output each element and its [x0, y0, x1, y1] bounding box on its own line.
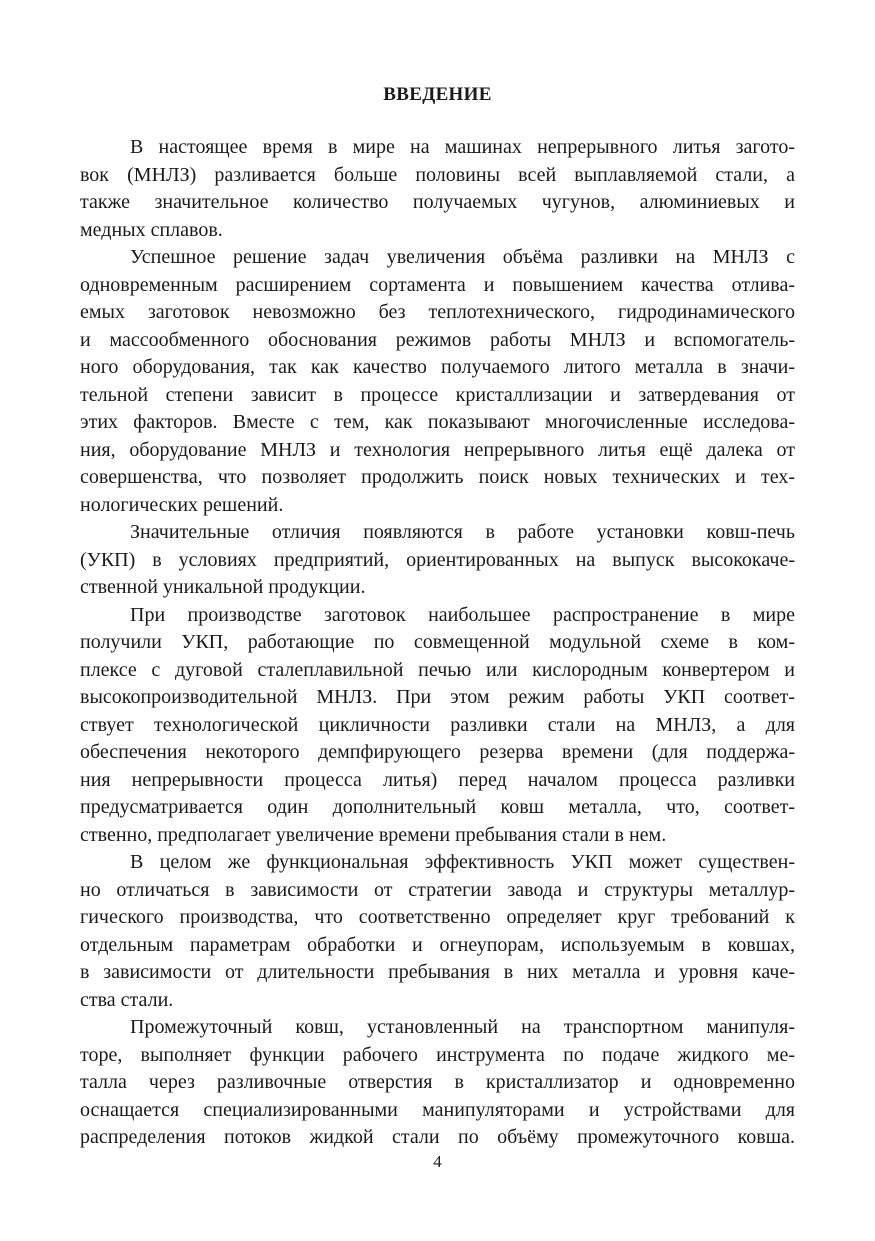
text-line: ния непрерывности процесса литья) перед началом процесса разливки: [80, 768, 795, 791]
text-line: но отличаться в зависимости от стратегии завода и структуры металлур-: [80, 878, 795, 901]
text-line: вок (МНЛЗ) разливается больше половины всей выплавляемой стали, а: [80, 163, 795, 186]
text-line: оснащается специализированными манипуляторами и устройствами для: [80, 1098, 795, 1121]
text-line: ного оборудования, так как качество получаемого литого металла в значи-: [80, 356, 795, 378]
text-line: ния, оборудование МНЛЗ и технология непрерывного литья ещё далека от: [80, 438, 795, 461]
paragraph: [80, 244, 795, 519]
text-line: Успешное решение задач увеличения объёма разливки на МНЛЗ с: [130, 246, 795, 268]
text-line: получили УКП, работающие по совмещенной модульной схеме в ком-: [80, 631, 795, 653]
text-line: талла через разливочные отверстия в кристаллизатор и одновременно: [80, 1071, 795, 1093]
text-line: высокопроизводительной МНЛЗ. При этом режим работы УКП соответ-: [80, 686, 795, 708]
text-line: ствует технологической цикличности разливки стали на МНЛЗ, а для: [80, 713, 795, 736]
body-text: [80, 134, 795, 1152]
paragraph: [80, 519, 795, 602]
text-line: Значительные отличия появляются в работе установки ковш-печь: [130, 521, 795, 543]
text-line: торе, выполняет функции рабочего инструмента по подаче жидкого ме-: [80, 1043, 795, 1066]
paragraph: [80, 849, 795, 1014]
text-line: медных сплавов.: [80, 218, 223, 241]
text-line: ственной уникальной продукции.: [80, 576, 366, 598]
text-line: также значительное количество получаемых чугунов, алюминиевых и: [80, 191, 795, 213]
text-line: В целом же функциональная эффективность УКП может существен-: [130, 851, 795, 873]
text-line: (УКП) в условиях предприятий, ориентированных на выпуск высококаче-: [80, 548, 795, 571]
page-title: ВВЕДЕНИЕ: [383, 84, 492, 105]
text-line: в зависимости от длительности пребывания в них металла и уровня каче-: [80, 961, 795, 983]
text-line: нологических решений.: [80, 493, 284, 516]
text-line: При производстве заготовок наибольшее распространение в мире: [130, 603, 795, 626]
text-line: плексе с дуговой сталеплавильной печью или кислородным конвертером и: [80, 658, 795, 681]
text-line: емых заготовок невозможно без теплотехнического, гидродинамического: [80, 301, 795, 323]
text-line: обеспечения некоторого демпфирующего резерва времени (для поддержа-: [80, 741, 795, 763]
text-line: Промежуточный ковш, установленный на транспортном манипуля-: [130, 1016, 795, 1038]
text-line: распределения потоков жидкой стали по объёму промежуточного ковша.: [80, 1126, 795, 1148]
text-line: предусматривается один дополнительный ковш металла, что, соответ-: [80, 796, 795, 818]
text-line: тельной степени зависит в процессе кристаллизации и затвердевания от: [80, 383, 795, 406]
text-line: и массообменного обоснования режимов работы МНЛЗ и вспомогатель-: [80, 328, 795, 351]
paragraph: [80, 134, 795, 244]
text-line: В настоящее время в мире на машинах непрерывного литья загото-: [130, 136, 795, 158]
text-line: ства стали.: [80, 988, 174, 1011]
text-line: гического производства, что соответственно определяет круг требований к: [80, 906, 795, 928]
paragraph: [80, 602, 795, 850]
text-line: одновременным расширением сортамента и повышением качества отлива-: [80, 273, 795, 296]
text-line: отдельным параметрам обработки и огнеупорам, используемым в ковшах,: [80, 933, 795, 956]
text-line: этих факторов. Вместе с тем, как показывают многочисленные исследова-: [80, 411, 795, 433]
text-line: совершенства, что позволяет продолжить поиск новых технических и тех-: [80, 466, 795, 488]
text-line: ственно, предполагает увеличение времени пребывания стали в нем.: [80, 823, 667, 846]
page-number: 4: [433, 1152, 442, 1171]
paragraph: [80, 1014, 795, 1152]
